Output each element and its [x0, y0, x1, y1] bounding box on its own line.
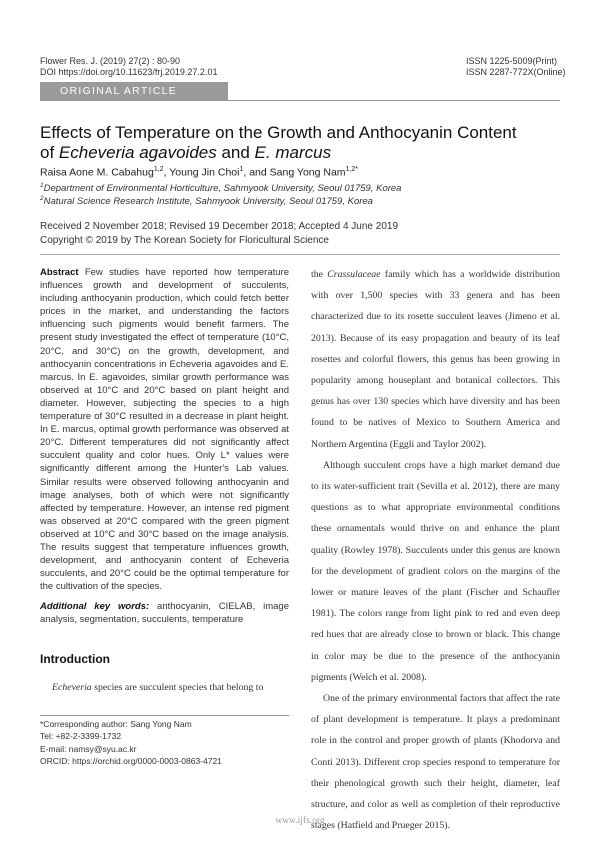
author-tel: Tel: +82-2-3399-1732 [40, 731, 122, 742]
introduction-paragraph [40, 681, 289, 695]
body-paragraph-1 [311, 264, 560, 455]
intro-genus: Echeveria [52, 682, 92, 693]
article-title [40, 123, 565, 162]
title-species2: E. marcus [254, 142, 332, 162]
affiliation-sup: 2 [40, 195, 44, 202]
corresponding-footnote [40, 718, 222, 767]
corresponding-author: *Corresponding author: Sang Yong Nam [40, 719, 192, 729]
introduction-heading: Introduction [40, 652, 110, 666]
article-type-banner: ORIGINAL ARTICLE [40, 82, 228, 101]
intro-first-line: species are succulent species that belong to [91, 682, 264, 693]
abstract-column [40, 266, 289, 627]
author-email[interactable]: E-mail: namsy@syu.ac.kr [40, 743, 137, 754]
body-paragraph-3: One of the primary environmental factors that affect the rate of plant development is temperature. It plays a predominant role in the control and proper growth of plants (Khodorva and Conti 2013). Different crop species respond to temperature for their phenological growth such their height, diameter, leaf structure, and color as well as completion of their reproductive stages (Hatfield and Prueger 2015). [311, 693, 560, 832]
journal-citation: Flower Res. J. (2019) 27(2) : 80-90 [40, 56, 181, 66]
doi-line[interactable]: DOI https://doi.org/10.11623/frj.2019.27.2.01 [40, 67, 218, 77]
affiliation-sup: 1 [40, 182, 44, 189]
received-dates: Received 2 November 2018; Revised 19 December 2018; Accepted 4 June 2019 [40, 221, 399, 232]
body-paragraph-2: Although succulent crops have a high market demand due to its water-sufficient trait (Sevilla et al. 2012), there are many questions as to what appropriate environmental conditions these ornamentals would thrive on and enhance the plant quality (Rowley 1978). Succulents under this genus are known for the development of gradient colors on the margins of the lower or mature leaves of the plant (Fischer and Schaufler 1981). The colors range from light pink to red and even deep red hues that are already close to brown or black. This change in color may be due to the presence of the anthocyanin pigments (Welch et al. 2008). [311, 459, 560, 683]
keywords-text: anthocyanin, CIELAB, image analysis, segmentation, succulents, temperature [40, 601, 289, 626]
copyright-line: Copyright © 2019 by The Korean Society for Floricultural Science [40, 235, 329, 246]
title-part1: Effects of Temperature on the Growth and Anthocyanin Content [40, 123, 517, 142]
author-separator: , [163, 166, 170, 179]
p1-family: Crassulaceae [327, 269, 381, 280]
p1-pre: the [311, 269, 328, 280]
author-separator: , and [243, 166, 270, 179]
abstract-paragraph [40, 266, 289, 593]
keywords-label: Additional key words: [40, 601, 150, 613]
footnote-rule [40, 715, 289, 716]
author-list [40, 166, 358, 179]
author-affiliation-sup: 1,2 [153, 166, 164, 173]
affiliation-text: Department of Environmental Horticulture, Sahmyook University, Seoul 01759, Korea [43, 183, 402, 195]
title-species1: Echeveria agavoides [58, 142, 217, 162]
author-name: Raisa Aone M. Cabahug [40, 166, 154, 179]
author-name: Young Jin Choi [169, 166, 240, 179]
body-right-column [311, 264, 560, 836]
header-rule [40, 254, 560, 255]
author-name: Sang Yong Nam [269, 166, 346, 179]
banner-divider [228, 100, 560, 101]
affiliation-1 [40, 182, 401, 194]
journal-website[interactable]: www.ijfs.org [275, 816, 325, 826]
title-and: and [216, 142, 255, 162]
issn-header [466, 56, 566, 78]
title-part2: of [40, 142, 59, 162]
keywords-paragraph [40, 600, 289, 626]
author-affiliation-sup: 1,2* [345, 166, 359, 173]
author-affiliation-sup: 1 [239, 166, 244, 173]
issn-online: ISSN 2287-772X(Online) [466, 67, 566, 77]
affiliation-text: Natural Science Research Institute, Sahmyook University, Seoul 01759, Korea [43, 196, 373, 208]
abstract-text: Few studies have reported how temperature influences growth and development of succulents, including anthocyanin production, which could fetch better prices in the market, and understanding the factors influencing such pigments would benefit farmers. The present study investigated the effect of temperature (10°C, 20°C, and 30°C) on the growth, development, and anthocyanin concentrations in Echeveria agavoides and E. marcus. In E. agavoides, similar growth performance was observed at 10°C and 20°C based on plant height and diameter. However, subjecting the species to a high temperature of 30°C resulted in a decrease in plant height. In E. marcus, optimal growth performance was observed at 20°C. Different temperatures did not significantly affect succulent quality and color hues. Only L* values were significantly different among the Hunter's Lab values. Similar results were observed following anthocyanin and image analyses, both of which were not significantly affected by temperature. However, an intense red pigment was observed at 20°C compared with the green pigment observed at 10°C and 30°C based on the image analysis. The results suggest that temperature influences growth, development, and anthocyanin content of Echeveria succulents, and 20°C could be the optimal temperature for the cultivation of the species. [40, 267, 289, 593]
issn-print: ISSN 1225-5009(Print) [466, 56, 558, 66]
p1-text: family which has a worldwide distribution with over 1,500 species with 33 genera and has been characterized due to its rosette succulent leaves (Jimeno et al. 2013). Because of its easy propagation and beauty of its leaf rosettes and colorful flowers, this genus has been growing in popularity among houseplant and botanical collectors. This genus has over 130 species which have diversity and has been found to be natives of Mexico to Southern America and Northern Argentina (Eggli and Taylor 2002). [311, 269, 560, 450]
author-orcid[interactable]: ORCID: https://orchid.org/0000-0003-0863-4721 [40, 755, 222, 766]
affiliation-2 [40, 195, 373, 207]
abstract-label: Abstract [40, 267, 79, 278]
journal-header [40, 56, 217, 78]
article-dates [40, 220, 398, 248]
